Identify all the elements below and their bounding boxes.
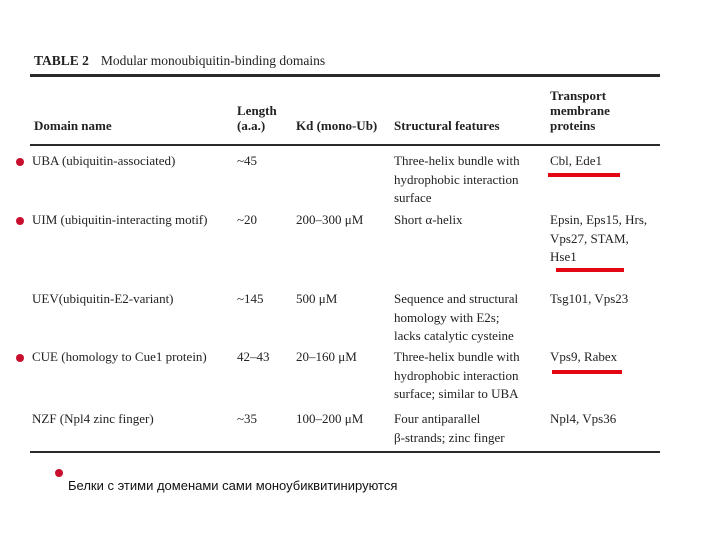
proteins-underline xyxy=(556,268,624,272)
table-top-rule xyxy=(30,74,660,77)
table-row-proteins: Vps9, Rabex xyxy=(550,349,618,364)
footnote-text: Белки с этими доменами сами моноубиквитинируются xyxy=(68,478,398,493)
table-row-domain: UIM (ubiquitin-interacting motif) xyxy=(32,212,208,227)
table-row-domain: NZF (Npl4 zinc finger) xyxy=(32,411,154,426)
proteins-underline xyxy=(548,173,620,177)
note-marker-bullet xyxy=(55,469,63,477)
table-row-domain: UBA (ubiquitin-associated) xyxy=(32,153,176,168)
table-row-kd: 500 μM xyxy=(296,291,338,306)
table-row-features: Short α-helix xyxy=(394,212,463,227)
table-row-length: ~20 xyxy=(237,212,258,227)
header-structural-features: Structural features xyxy=(394,118,500,133)
table-header-rule xyxy=(30,144,660,146)
header-kd: Kd (mono-Ub) xyxy=(296,118,378,133)
table-row-kd: 200–300 μM xyxy=(296,212,364,227)
row-marker-bullet xyxy=(16,217,24,225)
proteins-underline xyxy=(552,370,622,374)
table-row-features: Sequence and structural homology with E2s; lacks catalytic cysteine xyxy=(394,291,519,343)
table-row-proteins: Epsin, Eps15, Hrs, Vps27, STAM, Hse1 xyxy=(550,212,648,264)
table-title: Modular monoubiquitin-binding domains xyxy=(100,53,326,68)
table-row-length: ~145 xyxy=(237,291,264,306)
table-row-length: ~45 xyxy=(237,153,258,168)
row-marker-bullet xyxy=(16,158,24,166)
table-row-length: 42–43 xyxy=(237,349,270,364)
header-domain-name: Domain name xyxy=(34,118,112,133)
table-caption xyxy=(34,53,325,69)
table-row-proteins: Cbl, Ede1 xyxy=(550,153,602,168)
table-row-kd: 20–160 μM xyxy=(296,349,357,364)
row-marker-bullet xyxy=(16,354,24,362)
header-length: Length (a.a.) xyxy=(237,103,277,133)
table-label: TABLE 2 xyxy=(34,53,89,68)
header-transport-proteins: Transport membrane proteins xyxy=(550,88,610,133)
table-row-domain: UEV(ubiquitin-E2-variant) xyxy=(32,291,174,306)
table-bottom-rule xyxy=(30,451,660,453)
table-row-proteins: Tsg101, Vps23 xyxy=(550,291,629,306)
table-row-features: Three-helix bundle with hydrophobic interaction surface; similar to UBA xyxy=(394,349,520,401)
table-row-proteins: Npl4, Vps36 xyxy=(550,411,617,426)
table-row-length: ~35 xyxy=(237,411,258,426)
table-row-features: Four antiparallel β-strands; zinc finger xyxy=(394,411,505,445)
table-row-kd: 100–200 μM xyxy=(296,411,364,426)
table-row-features: Three-helix bundle with hydrophobic interaction surface xyxy=(394,153,520,205)
table-row-domain: CUE (homology to Cue1 protein) xyxy=(32,349,207,364)
